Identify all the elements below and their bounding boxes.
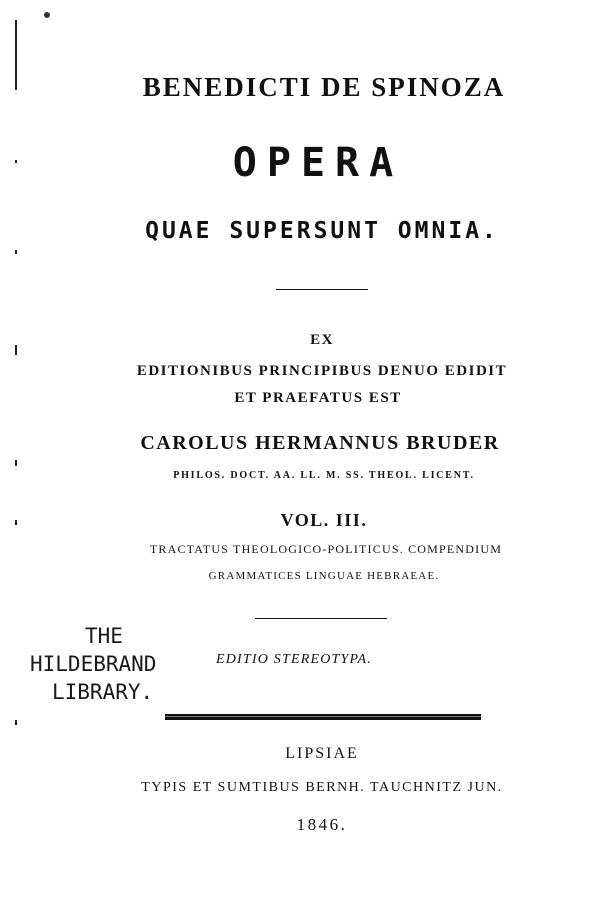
scan-edge-mark	[15, 520, 17, 525]
editions-line-2: ET PRAEFATUS EST	[234, 390, 402, 406]
book-title: OPERA	[232, 140, 404, 186]
scan-edge-mark	[15, 160, 17, 163]
edition-note: EDITIO STEREOTYPA.	[216, 652, 372, 667]
volume-contents-line-2: GRAMMATICES LINGUAE HEBRAEAE.	[208, 570, 440, 582]
scan-edge-mark	[15, 345, 17, 355]
publication-year: 1846.	[296, 815, 348, 834]
scan-speck	[44, 12, 50, 18]
thick-divider-highlight	[165, 716, 481, 717]
library-stamp	[30, 622, 200, 706]
ex-line: EX	[310, 332, 334, 348]
scan-edge-mark	[15, 20, 17, 90]
scan-edge-mark	[15, 720, 17, 725]
publication-place: LIPSIAE	[285, 745, 359, 762]
library-stamp-line-2: HILDEBRAND	[30, 652, 157, 676]
editions-line-1: EDITIONIBUS PRINCIPIBUS DENUO EDIDIT	[136, 363, 508, 379]
divider-rule	[255, 618, 387, 619]
editor-credentials: PHILOS. DOCT. AA. LL. M. SS. THEOL. LICENT.	[173, 470, 475, 481]
scan-edge-mark	[15, 460, 17, 466]
divider-rule	[276, 289, 368, 290]
editor-name: CAROLUS HERMANNUS BRUDER	[140, 432, 500, 454]
scan-edge-mark	[15, 250, 17, 254]
author-name: BENEDICTI DE SPINOZA	[142, 72, 506, 102]
volume-number: VOL. III.	[280, 510, 368, 530]
book-subtitle: QUAE SUPERSUNT OMNIA.	[145, 218, 499, 244]
library-stamp-line-1: THE	[85, 624, 123, 648]
publisher: TYPIS ET SUMTIBUS BERNH. TAUCHNITZ JUN.	[141, 780, 503, 795]
volume-contents-line-1: TRACTATUS THEOLOGICO-POLITICUS. COMPENDIUM	[149, 542, 503, 556]
library-stamp-line-3: LIBRARY.	[52, 680, 154, 704]
thick-divider-rule	[165, 714, 481, 720]
